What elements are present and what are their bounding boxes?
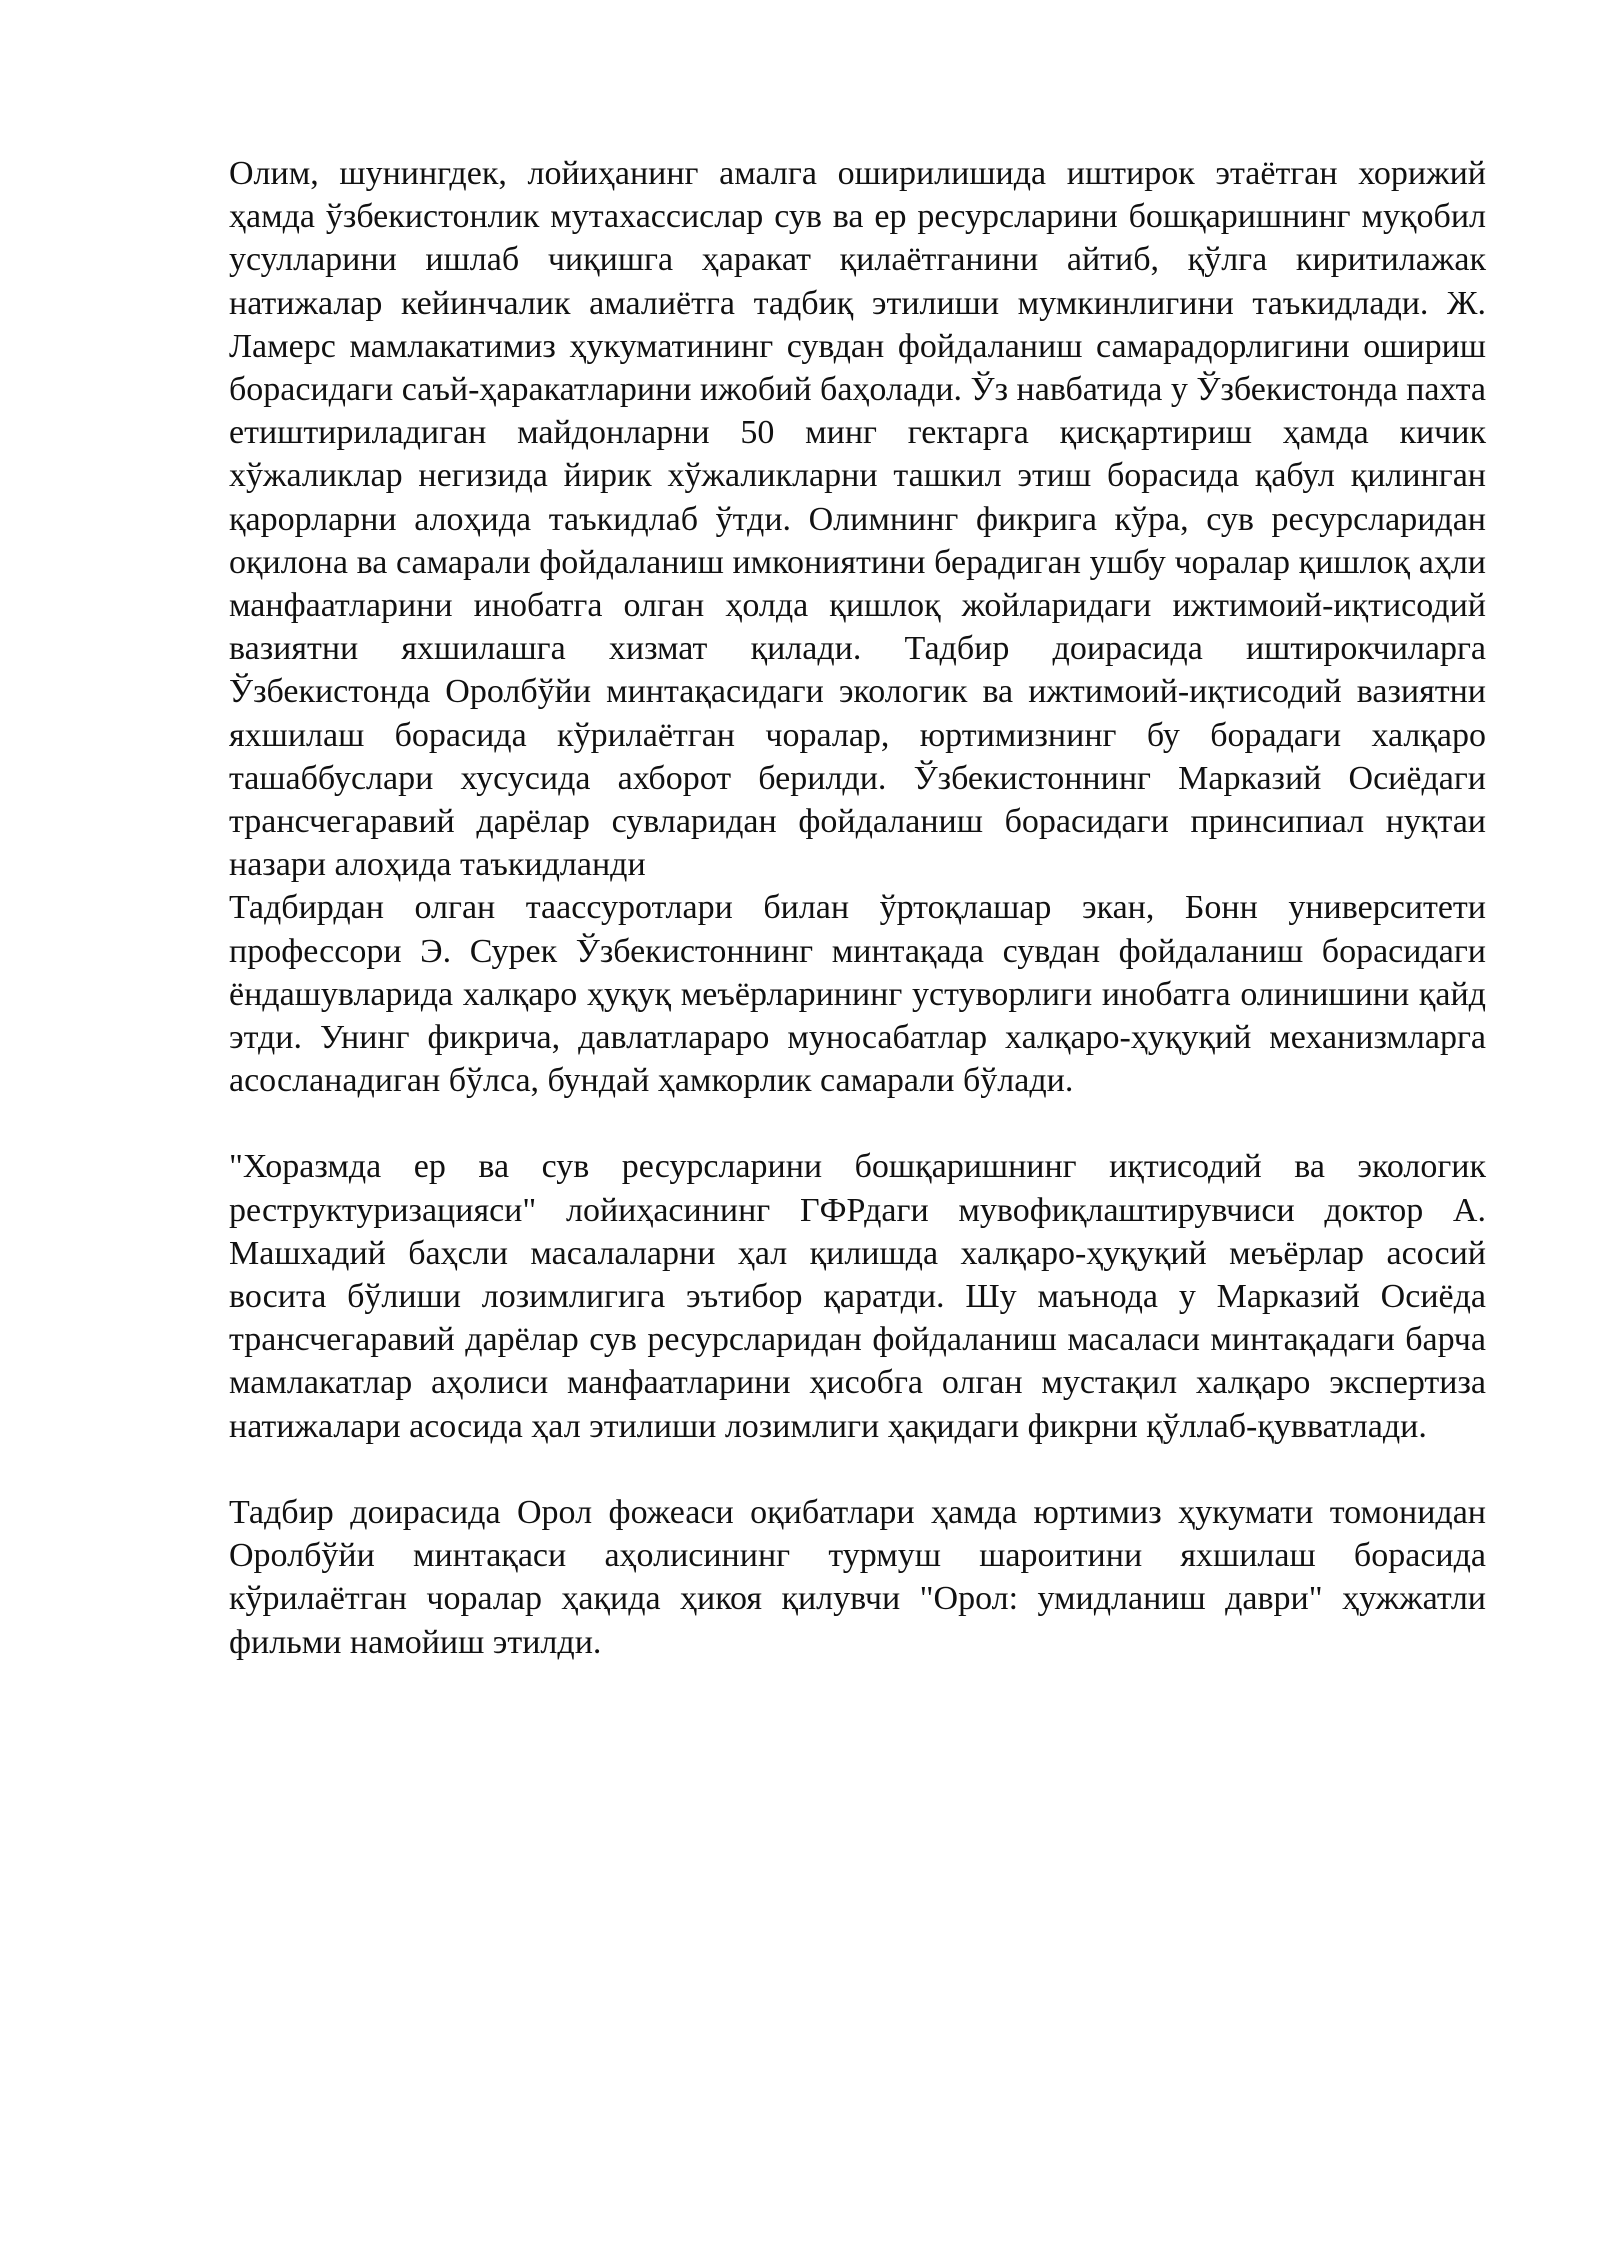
paragraph-4: Тадбир доирасида Орол фожеаси оқибатлари ҳамда юртимиз ҳукумати томонидан Оролбўйи минтақаси аҳолисининг турмуш шароитини яхшилаш борасида кўрилаётган чоралар ҳақида ҳикоя қилувчи "Орол: умидланиш даври" ҳужжатли фильми намойиш этилди. [229, 1493, 1486, 1661]
paragraph-1: Олим, шунингдек, лойиҳанинг амалга оширилишида иштирок этаётган хорижий ҳамда ўзбекистонлик мутахассислар сув ва ер ресурсларини бошқаришнинг муқобил усулларини ишлаб чиқишга ҳаракат қилаётганини айтиб, қўлга киритилажак натижалар кейинчалик амалиётга тадбиқ этилиши мумкинлигини таъкидлади. Ж. Ламерс мамлакатимиз ҳукуматининг сувдан фойдаланиш самарадорлигини ошириш борасидаги саъй-ҳаракатларини ижобий баҳолади. Ўз навбатида у Ўзбекистонда пахта етиштириладиган майдонларни 50 минг гектарга қисқартириш ҳамда кичик хўжаликлар негизида йирик хўжаликларни ташкил этиш борасида қабул қилинган қарорларни алоҳида таъкидлаб ўтди. Олимнинг фикрига кўра, сув ресурсларидан оқилона ва самарали фойдаланиш имкониятини берадиган ушбу чоралар қишлоқ аҳли манфаатларини инобатга олган ҳолда қишлоқ жойларидаги ижтимоий-иқтисодий вазиятни яхшилашга хизмат қилади. Тадбир доирасида иштирокчиларга Ўзбекистонда Оролбўйи минтақасидаги экологик ва ижтимоий-иқтисодий вазиятни яхшилаш борасида кўрилаётган чоралар, юртимизнинг бу борадаги халқаро ташаббуслари хусусида ахборот берилди. Ўзбекистоннинг Марказий Осиёдаги трансчегаравий дарёлар сувларидан фойдаланиш борасидаги принсипиал нуқтаи назари алоҳида таъкидланди [229, 155, 1486, 884]
paragraph-2: Тадбирдан олган таассуротлари билан ўртоқлашар экан, Бонн университети профессори Э. Сурек Ўзбекистоннинг минтақада сувдан фойдаланиш борасидаги ёндашувларида халқаро ҳуқуқ меъёрларининг устуворлиги инобатга олинишини қайд этди. Унинг фикрича, давлатлараро муносабатлар халқаро-ҳуқуқий механизмларга асосланадиган бўлса, бундай ҳамкорлик самарали бўлади. [229, 889, 1486, 1100]
paragraph-gap [229, 1448, 1486, 1491]
paragraph-gap [229, 1102, 1486, 1145]
paragraph-3: "Хоразмда ер ва сув ресурсларини бошқаришнинг иқтисодий ва экологик реструктуризацияси" лойиҳасининг ГФРдаги мувофиқлаштирувчиси доктор А. Машхадий баҳсли масалаларни ҳал қилишда халқаро-ҳуқуқий меъёрлар асосий восита бўлиши лозимлигига эътибор қаратди. Шу маънода у Марказий Осиёда трансчегаравий дарёлар сув ресурсларидан фойдаланиш масаласи минтақадаги барча мамлакатлар аҳолиси манфаатларини ҳисобга олган мустақил халқаро экспертиза натижалари асосида ҳал этилиши лозимлиги ҳақидаги фикрни қўллаб-қувватлади. [229, 1148, 1486, 1445]
document-body [229, 152, 1486, 1664]
